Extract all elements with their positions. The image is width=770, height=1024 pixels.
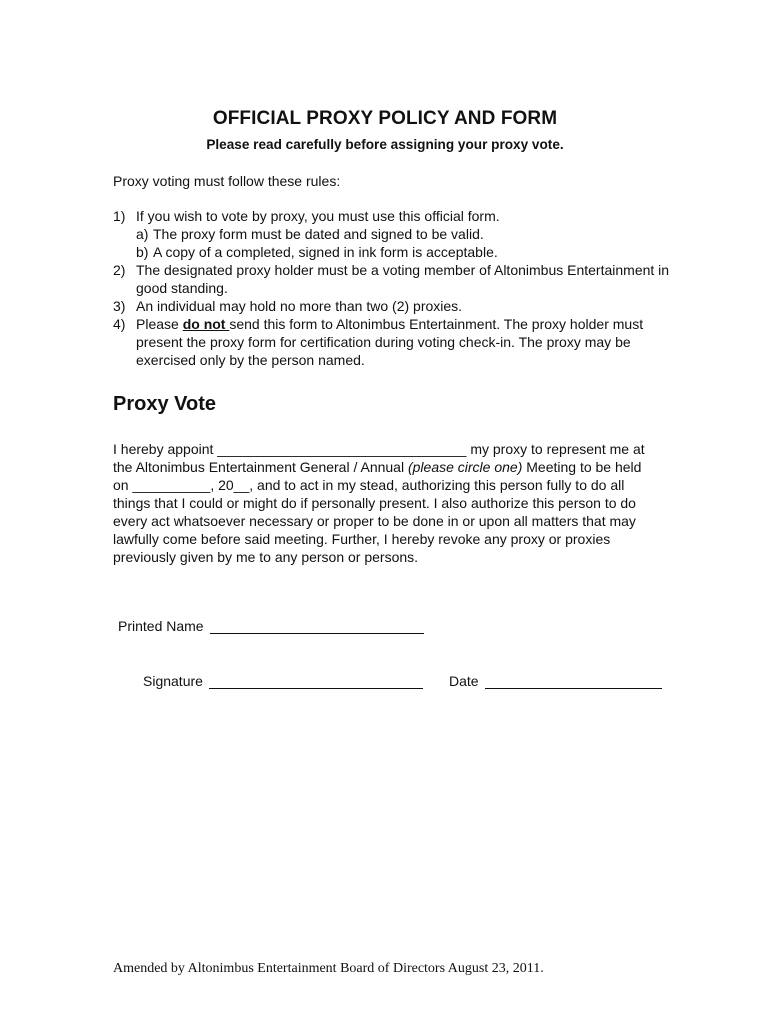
appointment-text-end: Meeting to be held on __________, 20__, and to act in my stead, authorizing this person fully to do all things that I could or might do if personally present. I also authorize this person to do every act whatsoever necessary or proper to be done in or upon all matters that may lawfully come before said meeting. Further, I hereby revoke any proxy or proxies previously given by me to any person or persons.: [113, 459, 642, 565]
rule-text-end: send this form to Altonimbus Entertainment. The proxy holder must present the proxy form for certification during voting check-in. The proxy may be exercised only by the person named.: [136, 316, 644, 368]
appointment-text-start: I hereby appoint ________________________________ my proxy to represent me at the Altonimbus Entertainment General / Annual: [113, 441, 645, 475]
signature-label: Signature: [143, 673, 203, 689]
date-field[interactable]: [485, 674, 662, 689]
rule-number: 1): [113, 208, 126, 224]
rules-intro: Proxy voting must follow these rules:: [113, 173, 341, 189]
rules-list: [113, 207, 673, 369]
rule-letter: a): [136, 226, 149, 242]
signature-field[interactable]: [209, 674, 423, 689]
date-row: [449, 673, 662, 689]
rule-item: [113, 297, 673, 315]
rule-subitem: [113, 243, 673, 261]
printed-name-row: [118, 618, 424, 634]
rule-text: The proxy form must be dated and signed to be valid.: [153, 226, 484, 242]
rule-text: A copy of a completed, signed in ink form is acceptable.: [153, 244, 498, 260]
page-title: OFFICIAL PROXY POLICY AND FORM: [212, 108, 558, 129]
rule-text-start: Please: [136, 316, 183, 332]
page-subtitle: Please read carefully before assigning your proxy vote.: [206, 137, 564, 152]
printed-name-label: Printed Name: [118, 618, 204, 634]
rule-text: The designated proxy holder must be a voting member of Altonimbus Entertainment in good standing.: [136, 262, 670, 296]
rule-number: 4): [113, 316, 126, 332]
signature-row: [143, 673, 423, 689]
rule-item: [113, 207, 673, 225]
printed-name-field[interactable]: [210, 619, 424, 634]
rule-item: [113, 315, 673, 369]
appointment-paragraph: [113, 440, 658, 566]
date-label: Date: [449, 673, 479, 689]
section-heading-proxy-vote: Proxy Vote: [113, 393, 216, 415]
rule-number: 3): [113, 298, 126, 314]
rule-text: If you wish to vote by proxy, you must use this official form.: [136, 208, 500, 224]
rule-letter: b): [136, 244, 149, 260]
rule-text: [136, 315, 673, 369]
do-not-emphasis: do not: [182, 316, 230, 332]
rule-number: 2): [113, 262, 126, 278]
circle-one-note: (please circle one): [407, 459, 523, 475]
rule-subitem: [113, 225, 673, 243]
rule-text: An individual may hold no more than two (2) proxies.: [136, 298, 463, 314]
amendment-footer: Amended by Altonimbus Entertainment Board of Directors August 23, 2011.: [113, 961, 544, 976]
rule-item: [113, 261, 673, 297]
